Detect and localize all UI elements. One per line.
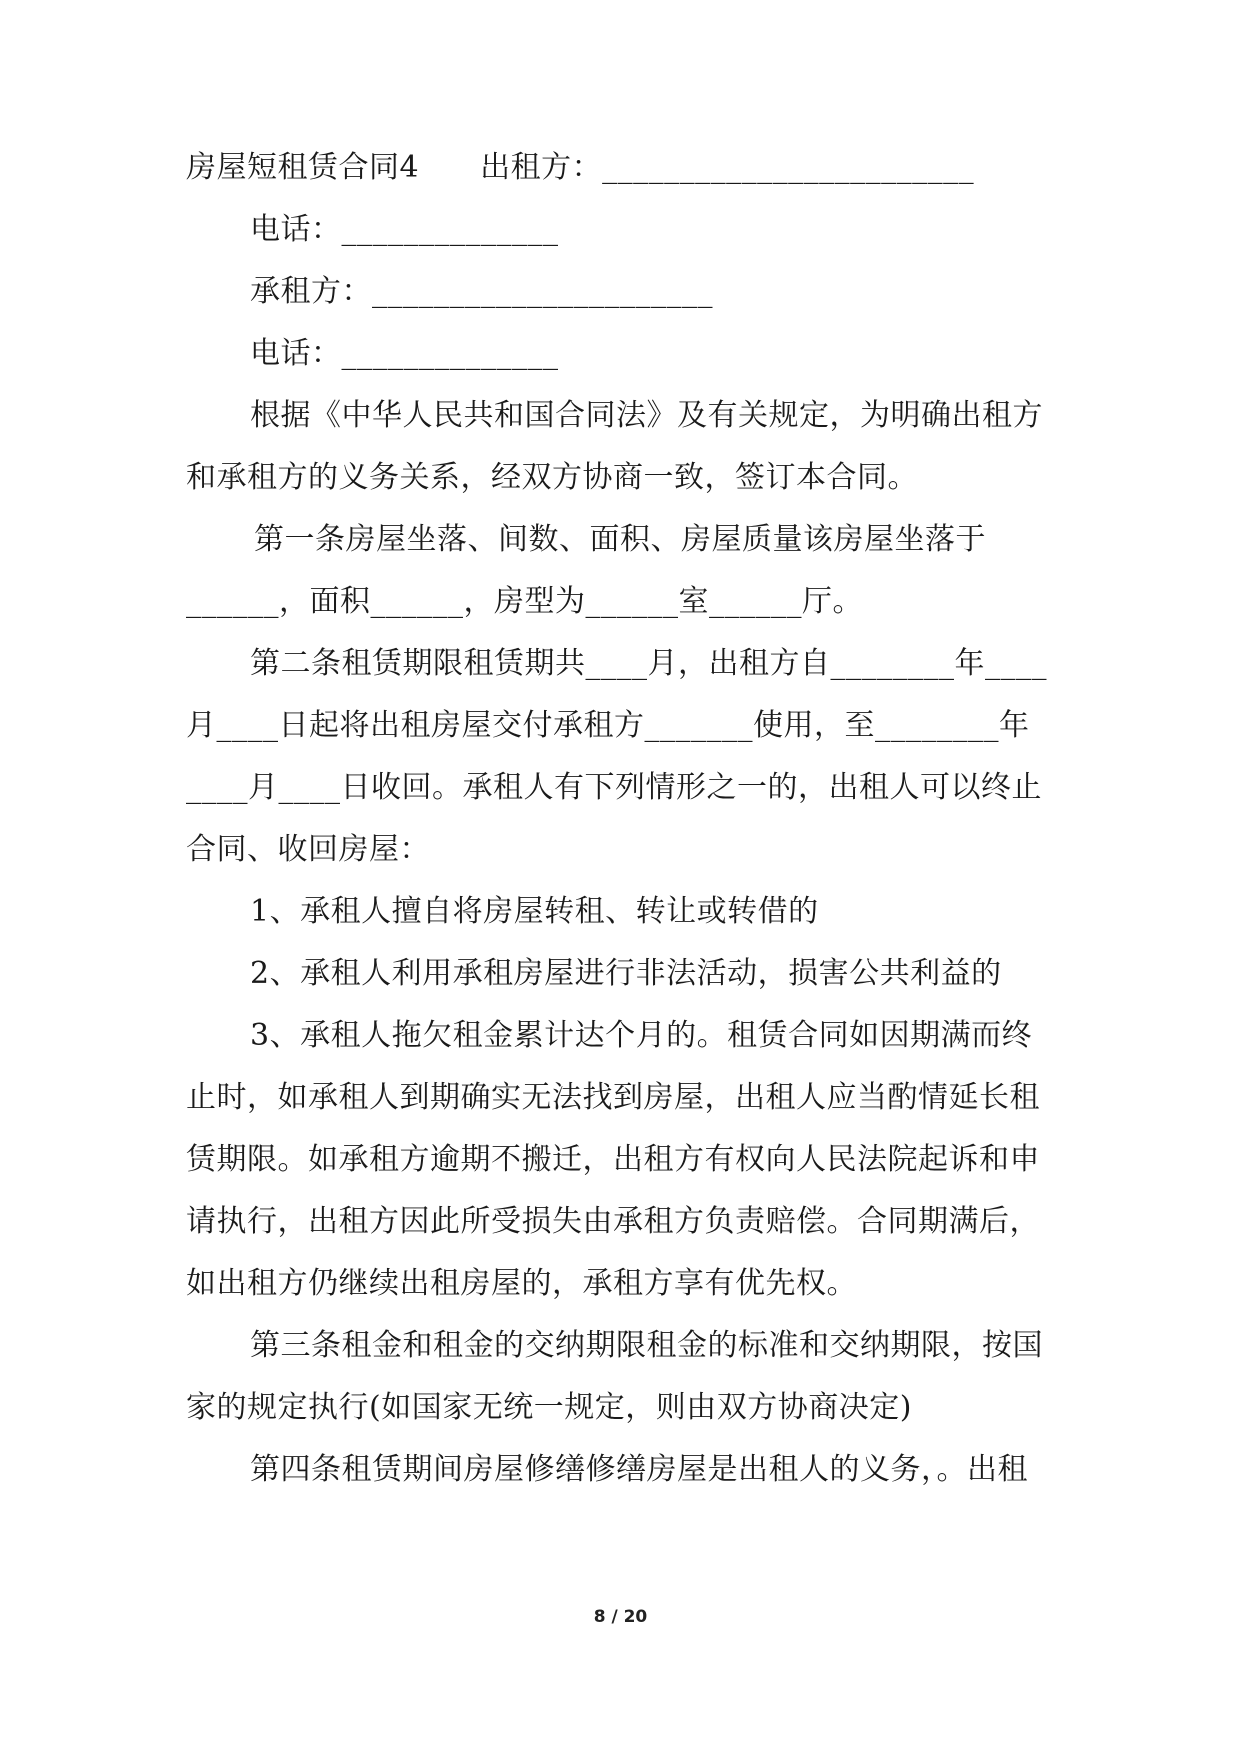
paragraph-line: ____月____日收回。承租人有下列情形之一的，出租人可以终止	[186, 770, 1042, 805]
list-item: 3、承租人拖欠租金累计达个月的。租赁合同如因期满而终	[250, 1018, 1033, 1053]
paragraph-line: 第二条租赁期限租赁期共____月，出租方自________年____	[250, 646, 1047, 681]
paragraph-line: 第四条租赁期间房屋修缮修缮房屋是出租人的义务，。出租	[250, 1452, 1028, 1487]
line-lessee-phone: 电话：______________	[250, 336, 559, 371]
paragraph-line: 第三条租金和租金的交纳期限租金的标准和交纳期限，按国	[250, 1328, 1043, 1363]
paragraph-line: 请执行，出租方因此所受损失由承租方负责赔偿。合同期满后，	[186, 1204, 1040, 1239]
paragraph-line: 第一条房屋坐落、间数、面积、房屋质量该房屋坐落于	[254, 522, 986, 557]
paragraph-line: 合同、收回房屋：	[186, 832, 430, 867]
paragraph-line: 根据《中华人民共和国合同法》及有关规定，为明确出租方	[250, 398, 1043, 433]
page-number: 8 / 20	[593, 1607, 648, 1627]
list-item: 1、承租人擅自将房屋转租、转让或转借的	[250, 894, 819, 929]
paragraph-line: 赁期限。如承租方逾期不搬迁，出租方有权向人民法院起诉和申	[186, 1142, 1040, 1177]
paragraph-line: 如出租方仍继续出租房屋的，承租方享有优先权。	[186, 1266, 857, 1301]
paragraph-line: 家的规定执行(如国家无统一规定，则由双方协商决定)	[186, 1390, 912, 1425]
paragraph-line: 月____日起将出租房屋交付承租方_______使用，至________年	[186, 708, 1030, 743]
line-lessee: 承租方：______________________	[250, 274, 713, 309]
paragraph-line: 和承租方的义务关系，经双方协商一致，签订本合同。	[186, 460, 918, 495]
line-lessor-phone: 电话：______________	[250, 212, 559, 247]
list-item: 2、承租人利用承租房屋进行非法活动，损害公共利益的	[250, 956, 1002, 991]
line-title-lessor: 房屋短租赁合同4 出租方：________________________	[186, 150, 975, 185]
paragraph-line: 止时，如承租人到期确实无法找到房屋，出租人应当酌情延长租	[186, 1080, 1040, 1115]
paragraph-line: ______，面积______，房型为______室______厅。	[186, 584, 863, 619]
